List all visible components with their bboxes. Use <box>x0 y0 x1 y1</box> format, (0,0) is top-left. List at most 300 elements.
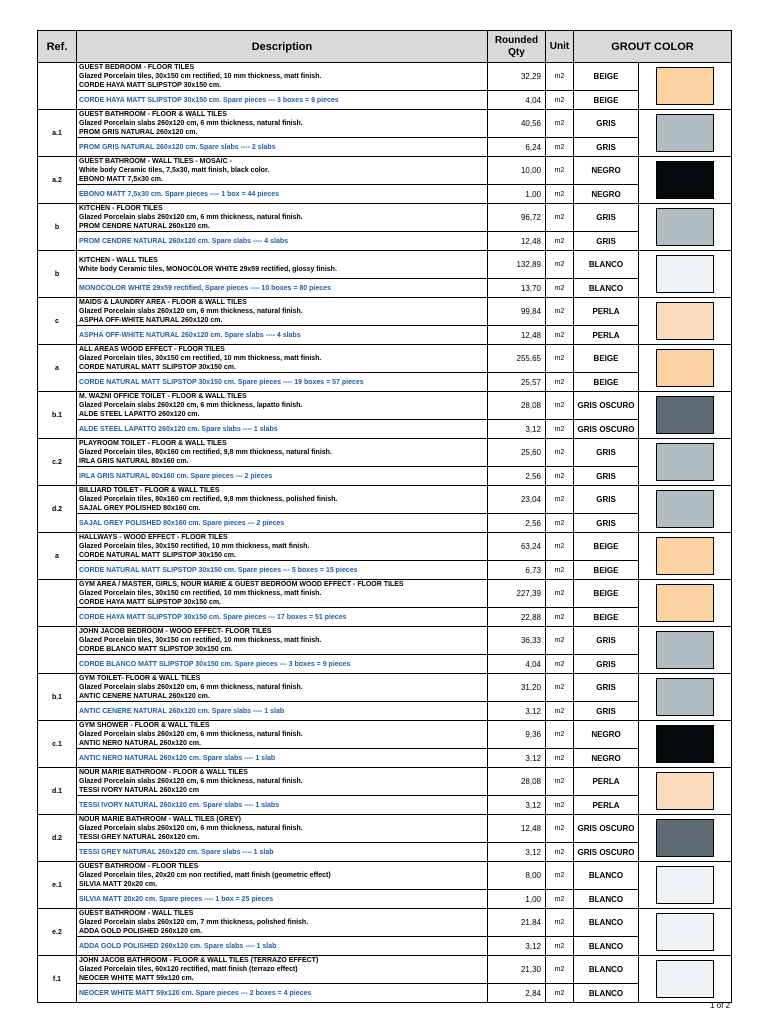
desc-line: KITCHEN - WALL TILES <box>79 256 158 264</box>
table-row <box>38 909 732 937</box>
desc-line: SAJAL GREY POLISHED 80x160 cm. <box>79 505 201 512</box>
spare-row <box>38 890 732 909</box>
qty-header: Rounded Qty <box>488 31 546 63</box>
spare-unit-cell: m2 <box>546 138 574 157</box>
spare-row <box>38 91 732 110</box>
ref-cell <box>38 63 77 110</box>
spare-row <box>38 937 732 956</box>
qty-cell: 31,20 <box>488 674 546 702</box>
spare-row <box>38 373 732 392</box>
unit-header: Unit <box>546 31 574 63</box>
desc-line: KITCHEN - FLOOR TILES <box>79 205 163 212</box>
spare-description-cell: CORDE NATURAL MATT SLIPSTOP 30x150 cm. Spare pieces --- 5 boxes = 15 pieces <box>77 561 488 580</box>
desc-line: Glazed Porcelain tiles, 80x160 cm rectified, 9,8 mm thickness, polished finish. <box>79 496 338 503</box>
spare-qty-cell: 4,04 <box>488 91 546 110</box>
desc-line: ANTIC NERO NATURAL 260x120 cm. <box>79 740 201 747</box>
ref-cell: d.2 <box>38 815 77 862</box>
spare-unit-cell: m2 <box>546 843 574 862</box>
unit-cell: m2 <box>546 204 574 232</box>
ref-cell: a.1 <box>38 110 77 157</box>
desc-line: HALLWAYS - WOOD EFFECT - FLOOR TILES <box>79 534 228 541</box>
spare-grout-cell: GRIS OSCURO <box>574 420 639 439</box>
table-row <box>38 110 732 138</box>
spare-unit-cell: m2 <box>546 420 574 439</box>
spare-unit-cell: m2 <box>546 655 574 674</box>
desc-line: Glazed Porcelain slabs 260x120 cm, 6 mm thickness, natural finish. <box>79 308 303 315</box>
spare-row <box>38 796 732 815</box>
desc-line: MAIDS & LAUNDRY AREA - FLOOR & WALL TILES <box>79 299 247 306</box>
spare-row <box>38 843 732 862</box>
spare-row <box>38 984 732 1003</box>
description-cell <box>77 627 488 655</box>
spare-row <box>38 655 732 674</box>
grout-cell: GRIS <box>574 627 639 655</box>
spare-description-cell: PROM CENDRE NATURAL 260x120 cm. Spare slabs ---- 4 slabs <box>77 232 488 251</box>
grout-cell: BLANCO <box>574 956 639 984</box>
spare-qty-cell: 3,12 <box>488 749 546 768</box>
spare-unit-cell: m2 <box>546 467 574 486</box>
desc-line: GUEST BATHROOM - WALL TILES <box>79 910 194 917</box>
spare-qty-cell: 1,00 <box>488 890 546 909</box>
grout-cell: BEIGE <box>574 533 639 561</box>
qty-cell: 96,72 <box>488 204 546 232</box>
swatch-cell <box>639 627 732 674</box>
grout-color-swatch <box>656 537 714 575</box>
spare-unit-cell: m2 <box>546 232 574 251</box>
grout-color-swatch <box>656 772 714 810</box>
table-row <box>38 580 732 608</box>
spare-unit-cell: m2 <box>546 514 574 533</box>
description-cell <box>77 815 488 843</box>
desc-line: Glazed Porcelain tiles, 30x150 cm rectified, 10 mm thickness, matt finish. <box>79 637 322 644</box>
table-row <box>38 533 732 561</box>
qty-cell: 28,08 <box>488 768 546 796</box>
spare-unit-cell: m2 <box>546 937 574 956</box>
grout-cell: BLANCO <box>574 909 639 937</box>
spare-grout-cell: GRIS OSCURO <box>574 843 639 862</box>
unit-cell: m2 <box>546 298 574 326</box>
description-cell <box>77 204 488 232</box>
desc-line: CORDE HAYA MATT SLIPSTOP 30x150 cm. <box>79 82 221 89</box>
unit-cell: m2 <box>546 815 574 843</box>
unit-cell: m2 <box>546 345 574 373</box>
spare-qty-cell: 3,12 <box>488 796 546 815</box>
unit-cell: m2 <box>546 157 574 185</box>
desc-line: CORDE BLANCO MATT SLIPSTOP 30x150 cm. <box>79 646 233 653</box>
swatch-cell <box>639 862 732 909</box>
ref-cell: c <box>38 298 77 345</box>
unit-cell: m2 <box>546 251 574 279</box>
spare-description-cell: MONOCOLOR WHITE 29x59 rectified, Spare pieces ---- 10 boxes = 80 pieces <box>77 279 488 298</box>
desc-line: White body Ceramic tiles, MONOCOLOR WHITE 29x59 rectified, glossy finish. <box>79 265 337 273</box>
grout-cell: PERLA <box>574 298 639 326</box>
spare-unit-cell: m2 <box>546 890 574 909</box>
table-row <box>38 63 732 91</box>
desc-line: Glazed Porcelain tiles, 20x20 cm non rectified, matt finish (geometric effect) <box>79 872 331 879</box>
unit-cell: m2 <box>546 486 574 514</box>
grout-color-swatch <box>656 631 714 669</box>
grout-color-swatch <box>656 114 714 152</box>
grout-color-swatch <box>656 490 714 528</box>
grout-cell: NEGRO <box>574 721 639 749</box>
desc-line: ANTIC CENERE NATURAL 260x120 cm. <box>79 693 210 700</box>
spare-qty-cell: 3,12 <box>488 843 546 862</box>
swatch-cell <box>639 439 732 486</box>
spare-grout-cell: PERLA <box>574 326 639 345</box>
unit-cell: m2 <box>546 110 574 138</box>
ref-cell: d.1 <box>38 768 77 815</box>
spare-description-cell: TESSI IVORY NATURAL 260x120 cm. Spare slabs ---- 1 slabs <box>77 796 488 815</box>
desc-line: GYM TOILET- FLOOR & WALL TILES <box>79 675 201 682</box>
ref-cell: c.2 <box>38 439 77 486</box>
spare-description-cell: ADDA GOLD POLISHED 260x120 cm. Spare slabs ---- 1 slab <box>77 937 488 956</box>
swatch-cell <box>639 251 732 298</box>
spare-unit-cell: m2 <box>546 796 574 815</box>
swatch-cell <box>639 486 732 533</box>
unit-cell: m2 <box>546 392 574 420</box>
grout-cell: BEIGE <box>574 580 639 608</box>
description-cell <box>77 956 488 984</box>
grout-color-swatch <box>656 819 714 857</box>
spare-description-cell: ASPHA OFF-WHITE NATURAL 260x120 cm. Spare slabs ---- 4 slabs <box>77 326 488 345</box>
ref-cell: b <box>38 251 77 298</box>
description-cell <box>77 674 488 702</box>
spare-qty-cell: 3,12 <box>488 937 546 956</box>
desc-line: JOHN JACOB BEDROOM - WOOD EFFECT- FLOOR TILES <box>79 628 272 635</box>
description-cell <box>77 533 488 561</box>
desc-line: EBONO MATT 7,5x30 cm. <box>79 176 163 183</box>
swatch-cell <box>639 157 732 204</box>
description-cell <box>77 345 488 373</box>
grout-color-swatch <box>656 396 714 434</box>
spare-qty-cell: 2,56 <box>488 467 546 486</box>
ref-cell: e.2 <box>38 909 77 956</box>
qty-cell: 63,24 <box>488 533 546 561</box>
ref-cell: c.1 <box>38 721 77 768</box>
spare-description-cell: SILVIA MATT 20x20 cm. Spare pieces ---- 1 box = 25 pieces <box>77 890 488 909</box>
desc-line: PROM CENDRE NATURAL 260x120 cm. <box>79 223 210 230</box>
spare-description-cell: NEOCER WHITE MATT 59x120 cm. Spare pieces --- 2 boxes = 4 pieces <box>77 984 488 1003</box>
table-row <box>38 439 732 467</box>
spare-grout-cell: NEGRO <box>574 749 639 768</box>
spare-qty-cell: 12,48 <box>488 232 546 251</box>
spare-grout-cell: GRIS <box>574 702 639 721</box>
spare-qty-cell: 13,70 <box>488 279 546 298</box>
qty-cell: 9,36 <box>488 721 546 749</box>
grout-cell: GRIS <box>574 486 639 514</box>
grout-color-swatch <box>656 725 714 763</box>
desc-line: GUEST BATHROOM - FLOOR & WALL TILES <box>79 111 227 118</box>
description-cell <box>77 486 488 514</box>
desc-line: Glazed Porcelain slabs 260x120 cm, 6 mm thickness, natural finish. <box>79 214 303 221</box>
unit-cell: m2 <box>546 627 574 655</box>
unit-cell: m2 <box>546 862 574 890</box>
qty-cell: 8,00 <box>488 862 546 890</box>
qty-cell: 10,00 <box>488 157 546 185</box>
desc-line: NEOCER WHITE MATT 59x120 cm. <box>79 975 194 982</box>
ref-cell: b.1 <box>38 392 77 439</box>
desc-line: ADDA GOLD POLISHED 260x120 cm. <box>79 928 203 935</box>
description-cell <box>77 392 488 420</box>
grout-color-swatch <box>656 349 714 387</box>
grout-color-swatch <box>656 960 714 998</box>
grout-color-swatch <box>656 161 714 199</box>
grout-cell: GRIS <box>574 439 639 467</box>
spare-description-cell: ANTIC CENERE NATURAL 260x120 cm. Spare slabs ---- 1 slab <box>77 702 488 721</box>
swatch-cell <box>639 110 732 157</box>
swatch-cell <box>639 345 732 392</box>
grout-color-swatch <box>656 67 714 105</box>
swatch-cell <box>639 815 732 862</box>
spare-unit-cell: m2 <box>546 608 574 627</box>
grout-color-swatch <box>656 443 714 481</box>
description-cell <box>77 580 488 608</box>
swatch-cell <box>639 392 732 439</box>
swatch-cell <box>639 298 732 345</box>
table-row <box>38 956 732 984</box>
swatch-cell <box>639 721 732 768</box>
table-row <box>38 204 732 232</box>
grout-color-swatch <box>656 678 714 716</box>
spare-unit-cell: m2 <box>546 373 574 392</box>
description-cell <box>77 439 488 467</box>
spare-qty-cell: 6,24 <box>488 138 546 157</box>
qty-cell: 255,65 <box>488 345 546 373</box>
desc-line: Glazed Porcelain slabs 260x120 cm, 7 mm thickness, polished finish. <box>79 919 309 926</box>
qty-cell: 36,33 <box>488 627 546 655</box>
grout-cell: BLANCO <box>574 251 639 279</box>
spare-qty-cell: 2,56 <box>488 514 546 533</box>
desc-line: PROM GRIS NATURAL 260x120 cm. <box>79 129 198 136</box>
grout-color-swatch <box>656 913 714 951</box>
grout-cell: GRIS <box>574 204 639 232</box>
description-cell <box>77 768 488 796</box>
spare-qty-cell: 22,88 <box>488 608 546 627</box>
swatch-cell <box>639 909 732 956</box>
grout-cell: BEIGE <box>574 63 639 91</box>
ref-cell: a.2 <box>38 157 77 204</box>
spare-description-cell: CORDE BLANCO MATT SLIPSTOP 30x150 cm. Spare pieces --- 3 boxes = 9 pieces <box>77 655 488 674</box>
desc-line: ASPHA OFF-WHITE NATURAL 260x120 cm. <box>79 317 223 324</box>
qty-cell: 32,29 <box>488 63 546 91</box>
spare-grout-cell: PERLA <box>574 796 639 815</box>
spare-description-cell: PROM GRIS NATURAL 260x120 cm. Spare slabs ---- 2 slabs <box>77 138 488 157</box>
table-header-row <box>38 31 732 63</box>
swatch-cell <box>639 580 732 627</box>
desc-line: Glazed Porcelain tiles, 30x150 rectified, 10 mm thickness, matt finish. <box>79 543 310 550</box>
grout-color-swatch <box>656 255 714 293</box>
spare-qty-cell: 25,57 <box>488 373 546 392</box>
spare-grout-cell: BLANCO <box>574 890 639 909</box>
spare-description-cell: ALDE STEEL LAPATTO 260x120 cm. Spare slabs ---- 1 slabs <box>77 420 488 439</box>
desc-line: Glazed Porcelain slabs 260x120 cm, 6 mm thickness, natural finish. <box>79 684 303 691</box>
qty-cell: 21,84 <box>488 909 546 937</box>
spare-row <box>38 420 732 439</box>
ref-cell: b.1 <box>38 674 77 721</box>
table-row <box>38 721 732 749</box>
ref-cell: e.1 <box>38 862 77 909</box>
qty-cell: 227,39 <box>488 580 546 608</box>
description-cell <box>77 298 488 326</box>
ref-cell: f.1 <box>38 956 77 1003</box>
table-row <box>38 627 732 655</box>
qty-cell: 12,48 <box>488 815 546 843</box>
spare-description-cell: EBONO MATT 7,5x30 cm. Spare pieces ---- 1 box = 44 pieces <box>77 185 488 204</box>
grout-cell: GRIS OSCURO <box>574 815 639 843</box>
desc-line: JOHN JACOB BATHROOM - FLOOR & WALL TILES (TERRAZO EFFECT) <box>79 957 319 964</box>
desc-line: CORDE HAYA MATT SLIPSTOP 30x150 cm. <box>79 599 221 606</box>
swatch-cell <box>639 63 732 110</box>
swatch-cell <box>639 533 732 580</box>
desc-line: CORDE NATURAL MATT SLIPSTOP 30x150 cm. <box>79 364 236 371</box>
table-row <box>38 674 732 702</box>
spare-qty-cell: 1,00 <box>488 185 546 204</box>
ref-cell: b <box>38 204 77 251</box>
ref-header: Ref. <box>38 31 77 63</box>
table-row <box>38 251 732 279</box>
table-row <box>38 345 732 373</box>
unit-cell: m2 <box>546 721 574 749</box>
spare-row <box>38 279 732 298</box>
tile-schedule-table <box>37 30 732 1003</box>
desc-line: CORDE NATURAL MATT SLIPSTOP 30x150 cm. <box>79 552 236 559</box>
swatch-cell <box>639 956 732 1003</box>
spare-qty-cell: 12,48 <box>488 326 546 345</box>
desc-line: GUEST BATHROOM - WALL TILES - MOSAIC - <box>79 158 232 165</box>
desc-line: Glazed Porcelain tiles, 30x150 cm rectified, 10 mm thickness, matt finish. <box>79 590 322 597</box>
unit-cell: m2 <box>546 533 574 561</box>
grout-cell: GRIS <box>574 674 639 702</box>
description-cell <box>77 721 488 749</box>
spare-grout-cell: GRIS <box>574 655 639 674</box>
grout-cell: BLANCO <box>574 862 639 890</box>
unit-cell: m2 <box>546 768 574 796</box>
unit-cell: m2 <box>546 956 574 984</box>
spare-row <box>38 185 732 204</box>
ref-cell: d.2 <box>38 486 77 533</box>
qty-cell: 25,60 <box>488 439 546 467</box>
spare-description-cell: SAJAL GREY POLISHED 80x160 cm. Spare pieces --- 2 pieces <box>77 514 488 533</box>
desc-line: GYM SHOWER - FLOOR & WALL TILES <box>79 722 210 729</box>
spare-grout-cell: BEIGE <box>574 608 639 627</box>
spare-unit-cell: m2 <box>546 749 574 768</box>
spare-unit-cell: m2 <box>546 185 574 204</box>
desc-line: ALDE STEEL LAPATTO 260x120 cm. <box>79 411 200 418</box>
spare-row <box>38 232 732 251</box>
spare-unit-cell: m2 <box>546 561 574 580</box>
desc-line: Glazed Porcelain slabs 260x120 cm, 6 mm thickness, natural finish. <box>79 778 303 785</box>
qty-cell: 99,84 <box>488 298 546 326</box>
desc-line: PLAYROOM TOILET - FLOOR & WALL TILES <box>79 440 227 447</box>
spare-row <box>38 749 732 768</box>
desc-line: White body Ceramic tiles, 7,5x30, matt finish, black color. <box>79 167 270 174</box>
spare-qty-cell: 6,73 <box>488 561 546 580</box>
desc-line: TESSI GREY NATURAL 260x120 cm. <box>79 834 200 841</box>
spare-grout-cell: BEIGE <box>574 91 639 110</box>
unit-cell: m2 <box>546 674 574 702</box>
table-row <box>38 486 732 514</box>
spare-row <box>38 467 732 486</box>
grout-color-swatch <box>656 584 714 622</box>
qty-cell: 132,89 <box>488 251 546 279</box>
qty-cell: 40,56 <box>488 110 546 138</box>
desc-line: IRLA GRIS NATURAL 80x160 cm. <box>79 458 189 465</box>
grout-cell: PERLA <box>574 768 639 796</box>
desc-line: Glazed Porcelain tiles, 80x160 cm rectified, 9,8 mm thickness, natural finish. <box>79 449 332 456</box>
table-row <box>38 392 732 420</box>
spare-grout-cell: BLANCO <box>574 984 639 1003</box>
ref-cell: a <box>38 345 77 392</box>
spare-unit-cell: m2 <box>546 702 574 721</box>
spare-description-cell: IRLA GRIS NATURAL 80x160 cm. Spare pieces --- 2 pieces <box>77 467 488 486</box>
desc-line: Glazed Porcelain tiles, 60x120 rectified, matt finish (terrazo effect) <box>79 966 298 973</box>
spare-grout-cell: BEIGE <box>574 561 639 580</box>
ref-cell: a <box>38 533 77 580</box>
desc-line: Glazed Porcelain slabs 260x120 cm, 6 mm thickness, natural finish. <box>79 825 303 832</box>
swatch-cell <box>639 768 732 815</box>
table-row <box>38 157 732 185</box>
desc-line: ALL AREAS WOOD EFFECT - FLOOR TILES <box>79 346 225 353</box>
spare-grout-cell: BEIGE <box>574 373 639 392</box>
spare-grout-cell: GRIS <box>574 232 639 251</box>
desc-line: Glazed Porcelain tiles, 30x150 cm rectified, 10 mm thickness, matt finish. <box>79 355 322 362</box>
unit-cell: m2 <box>546 439 574 467</box>
spare-unit-cell: m2 <box>546 279 574 298</box>
table-row <box>38 298 732 326</box>
ref-cell <box>38 580 77 627</box>
description-cell <box>77 862 488 890</box>
spare-grout-cell: GRIS <box>574 514 639 533</box>
spare-grout-cell: GRIS <box>574 467 639 486</box>
desc-line: M. WAZNI OFFICE TOILET - FLOOR & WALL TILES <box>79 393 247 400</box>
desc-line: TESSI IVORY NATURAL 260x120 cm <box>79 787 199 794</box>
unit-cell: m2 <box>546 909 574 937</box>
desc-line: GUEST BEDROOM - FLOOR TILES <box>79 64 195 71</box>
description-cell <box>77 110 488 138</box>
spare-row <box>38 138 732 157</box>
swatch-cell <box>639 204 732 251</box>
swatch-cell <box>639 674 732 721</box>
spare-qty-cell: 3,12 <box>488 702 546 721</box>
description-header: Description <box>77 31 488 63</box>
desc-line: Glazed Porcelain slabs 260x120 cm, 6 mm thickness, lapatto finish. <box>79 402 303 409</box>
ref-cell <box>38 627 77 674</box>
spare-description-cell: CORDE HAYA MATT SLIPSTOP 30x150 cm. Spare pieces --- 3 boxes = 9 pieces <box>77 91 488 110</box>
grout-cell: GRIS OSCURO <box>574 392 639 420</box>
desc-line: Glazed Porcelain slabs 260x120 cm, 6 mm thickness, natural finish. <box>79 120 303 127</box>
spare-description-cell: CORDE NATURAL MATT SLIPSTOP 30x150 cm. Spare pieces ---- 19 boxes = 57 pieces <box>77 373 488 392</box>
spare-qty-cell: 3,12 <box>488 420 546 439</box>
table-row <box>38 768 732 796</box>
description-cell <box>77 157 488 185</box>
spare-row <box>38 608 732 627</box>
desc-line: GUEST BATHROOM - FLOOR TILES <box>79 863 199 870</box>
grout-cell: GRIS <box>574 110 639 138</box>
unit-cell: m2 <box>546 63 574 91</box>
desc-line: Glazed Porcelain tiles, 30x150 cm rectified, 10 mm thickness, matt finish. <box>79 73 322 80</box>
desc-line: SILVIA MATT 20x20 cm. <box>79 881 158 888</box>
spare-unit-cell: m2 <box>546 326 574 345</box>
grout-color-swatch <box>656 866 714 904</box>
unit-cell: m2 <box>546 580 574 608</box>
grout-color-swatch <box>656 302 714 340</box>
page-footer: 1 of 2 <box>709 1001 730 1010</box>
qty-cell: 28,08 <box>488 392 546 420</box>
spare-description-cell: CORDE HAYA MATT SLIPSTOP 30x150 cm. Spare pieces --- 17 boxes = 51 pieces <box>77 608 488 627</box>
qty-cell: 21,30 <box>488 956 546 984</box>
desc-line: NOUR MARIE BATHROOM - WALL TILES (GREY) <box>79 816 241 823</box>
grout-cell: BEIGE <box>574 345 639 373</box>
